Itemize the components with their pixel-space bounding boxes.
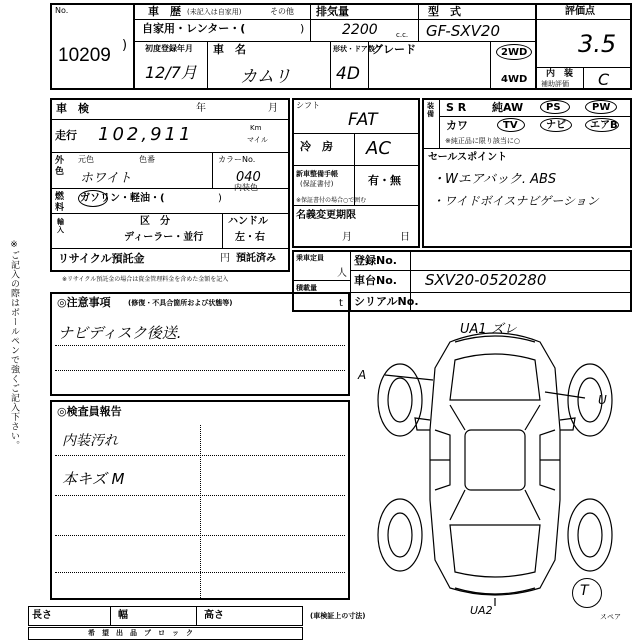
equip-label: 装備 — [427, 102, 434, 118]
drive-4wd: 4WD — [501, 74, 528, 85]
manual-label: 新車整備手帳 — [296, 170, 338, 178]
color-value: ホワイト — [80, 171, 132, 186]
model-value: GF-SXV20 — [426, 22, 500, 40]
km-unit: Km — [250, 124, 262, 132]
handle-label: ハンドル — [228, 216, 268, 227]
manual-value: 有・無 — [368, 174, 401, 187]
displacement-value: 2200 — [342, 22, 378, 38]
import-label: 輸入 — [57, 218, 64, 234]
expiry-day: 日 — [400, 232, 410, 243]
caution-sub: (修復・不具合箇所および状態等) — [128, 299, 233, 307]
inspection-month-unit: 月 — [268, 103, 278, 114]
doors-value: 4D — [336, 64, 360, 84]
recycle-status: 預託済み — [236, 253, 276, 264]
color-no-label: カラーNo. — [218, 155, 256, 164]
load-unit: t — [339, 298, 343, 309]
history-label: 車 歴 — [148, 5, 181, 18]
caution-label: ◎注意事項 — [57, 296, 111, 309]
equip-sr: S R — [446, 101, 467, 114]
inspection-year-unit: 年 — [196, 103, 206, 114]
width-label: 幅 — [118, 610, 128, 621]
sales-label: セールスポイント — [428, 152, 508, 163]
expiry-month: 月 — [342, 232, 352, 243]
interior-sub: 補助評価 — [541, 80, 569, 88]
car-name-label: 車 名 — [213, 43, 246, 56]
length-label: 長さ — [32, 610, 52, 621]
load-label: 積載量 — [296, 284, 317, 292]
serial-label: シリアルNo. — [354, 295, 419, 308]
car-name-value: カムリ — [240, 67, 291, 87]
fuel-close: ) — [218, 193, 222, 204]
expiry-label: 名義変更期限 — [296, 210, 356, 221]
frame-no-value: SXV20-0520280 — [425, 271, 547, 289]
ext-color-label: 外色 — [55, 156, 65, 177]
first-reg-value: 12/7月 — [145, 63, 197, 82]
car-diagram — [355, 310, 635, 610]
recycle-label: リサイクル預託金 — [58, 252, 145, 265]
mileage-label: 走行 — [55, 129, 77, 142]
inspector-label: ◎検査員報告 — [57, 405, 122, 418]
frame-no-label: 車台No. — [354, 274, 397, 287]
block-label: 希 望 出 品 ブ ロ ッ ク — [88, 629, 193, 637]
shift-value: FAT — [348, 110, 378, 130]
equip-kawa: カワ — [446, 119, 468, 132]
recycle-yen: 円 — [220, 253, 230, 264]
displacement-label: 排気量 — [316, 5, 349, 18]
size-note: (車検証上の寸法) — [310, 612, 366, 620]
color-no-value: 040 — [236, 170, 261, 185]
orig-color-label: 元色 — [78, 155, 94, 164]
handle-value: 左・右 — [235, 232, 265, 243]
fuel-label: 燃料 — [55, 192, 65, 213]
interior-label: 内 装 — [546, 69, 574, 79]
inspector-line-2: 本キズ M — [62, 470, 125, 488]
drive-2wd: 2WD — [501, 47, 528, 58]
shift-label: シフト — [296, 101, 320, 110]
caution-text: ナビディスク後送. — [58, 324, 182, 342]
first-reg-label: 初度登録年月 — [145, 44, 193, 53]
ac-value: AC — [366, 138, 391, 159]
inspector-line-1: 内装汚れ — [62, 433, 118, 449]
manual-note: ※保証書付の場合○で囲む — [296, 197, 367, 204]
capacity-unit: 人 — [337, 268, 347, 279]
mileage-value: 102,911 — [98, 124, 194, 145]
score-value: 3.5 — [578, 30, 617, 58]
equip-aw: 純AW — [492, 101, 524, 114]
displacement-unit: c.c. — [396, 31, 409, 39]
equip-note: ※純正品に限り該当に○ — [445, 137, 520, 145]
mark-top: UA1 ズレ — [460, 322, 517, 337]
spare-letter: T — [580, 583, 589, 599]
spare-label: スペア — [600, 613, 621, 621]
height-label: 高さ — [204, 610, 224, 621]
reg-no-label: 登録No. — [354, 254, 397, 267]
int-color-label: 内装色 — [234, 183, 258, 192]
history-close: ) — [300, 22, 305, 35]
fuel-options: ガソリン・軽油・( — [80, 193, 165, 204]
ac-label: 冷 房 — [300, 140, 333, 153]
model-label: 型 式 — [428, 5, 461, 18]
history-options: 自家用・レンター・( — [142, 22, 246, 35]
equip-ps: PS — [546, 102, 561, 113]
recycle-note: ※リサイクル預託金の場合は資金管理料金を含めた金額を記入 — [62, 276, 229, 283]
color-num-label: 色番 — [139, 155, 155, 164]
lot-suffix: ) — [122, 38, 128, 53]
equip-airbag: エアB — [590, 120, 618, 131]
mile-unit: マイル — [247, 136, 268, 144]
history-note: (未記入は自家用) — [187, 8, 242, 16]
sales-point-2: ・ワイドボイスナビゲーション — [432, 194, 599, 208]
lot-number: 10209 — [58, 45, 111, 66]
sales-point-1: ・Wエアバック. ABS — [432, 172, 557, 187]
equip-navi: ナビ — [546, 120, 566, 131]
footer-frame — [28, 606, 303, 626]
equip-tv: TV — [503, 120, 518, 131]
mark-bottom: UA2 — [470, 604, 493, 617]
capacity-label: 乗車定員 — [296, 254, 324, 262]
manual-sub: (保証書付) — [300, 180, 334, 188]
grade-label: グレード — [372, 43, 416, 56]
doors-label: 形状・ドア数 — [333, 45, 375, 53]
score-label: 評価点 — [565, 6, 595, 17]
interior-value: C — [598, 70, 610, 89]
history-other: その他 — [270, 7, 294, 16]
no-label: No. — [55, 6, 69, 15]
mark-left: A — [358, 368, 367, 382]
import-type-value: ディーラー・並行 — [124, 232, 204, 243]
mark-right: U — [598, 393, 607, 407]
import-type-label: 区 分 — [140, 216, 170, 227]
side-note: ※ご記入の際はボールペンで強くご記入下さい。 — [9, 240, 19, 450]
equip-pw: PW — [592, 102, 611, 113]
inspection-label: 車 検 — [56, 102, 89, 115]
